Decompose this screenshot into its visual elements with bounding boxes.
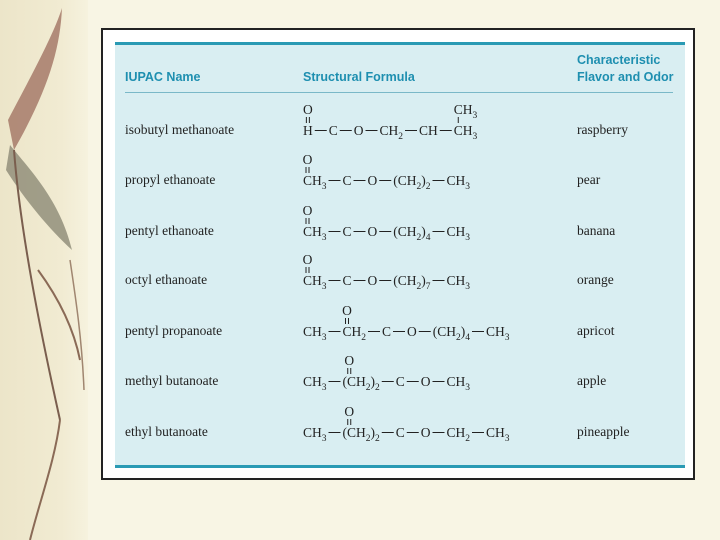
odor-cell: banana: [577, 223, 616, 238]
formula-group: C: [395, 425, 405, 440]
table-row: [115, 201, 685, 251]
formula-drawing: [303, 150, 573, 200]
formula-group: $CH_3$: [446, 224, 471, 243]
formula-drawing: [303, 100, 573, 150]
formula-group: O: [353, 123, 364, 138]
structural-formula-cell: [303, 402, 573, 452]
formula-drawing: [303, 351, 573, 401]
formula-drawing: [303, 250, 573, 300]
formula-substituent: O: [342, 303, 352, 318]
iupac-name-cell: pentyl ethanoate: [125, 223, 214, 238]
table-row: [115, 301, 685, 351]
formula-group: $CH_3$: [303, 425, 327, 444]
formula-group: $(CH_2)_4$: [432, 324, 471, 343]
table-row: [115, 100, 685, 150]
header-characteristic-line1: Characteristic: [577, 53, 661, 67]
formula-group: $(CH_2)_4$: [393, 224, 431, 243]
formula-drawing: [303, 301, 573, 351]
formula-group: O: [367, 224, 378, 239]
formula-group: $CH_2$: [342, 324, 367, 343]
formula-group: O: [420, 374, 431, 389]
odor-cell: raspberry: [577, 122, 628, 137]
table-bottom-rule: [115, 465, 685, 468]
iupac-name-cell: octyl ethanoate: [125, 272, 208, 287]
formula-group: O: [367, 273, 378, 288]
formula-group: $(CH_2)_2$: [342, 425, 380, 444]
formula-group: H: [303, 123, 313, 138]
structural-formula-cell: [303, 201, 573, 251]
formula-group: C: [395, 374, 405, 389]
formula-group: CH: [419, 123, 438, 138]
formula-substituent: O: [302, 152, 313, 167]
formula-group: $(CH_2)_2$: [393, 173, 431, 192]
odor-cell: pear: [577, 172, 601, 187]
formula-substituent: O: [344, 353, 355, 368]
formula-group: C: [342, 173, 352, 188]
formula-group: $CH_3$: [303, 324, 327, 343]
formula-group: O: [367, 173, 378, 188]
structural-formula-cell: [303, 150, 573, 200]
header-iupac-name: IUPAC Name: [125, 70, 201, 84]
table-frame: [101, 28, 695, 480]
formula-group: $(CH_2)_2$: [342, 374, 380, 393]
iupac-name-cell: isobutyl methanoate: [125, 122, 235, 137]
structural-formula-cell: [303, 100, 573, 150]
iupac-name-cell: ethyl butanoate: [125, 424, 208, 439]
formula-group: $CH_3$: [303, 173, 327, 192]
structural-formula-cell: [303, 351, 573, 401]
header-characteristic-line2: Flavor and Odor: [577, 70, 674, 84]
table-row: [115, 150, 685, 200]
formula-group: $CH_3$: [486, 324, 510, 343]
formula-drawing: [303, 201, 573, 251]
formula-group: O: [420, 425, 431, 440]
odor-cell: apricot: [577, 323, 615, 338]
formula-substituent: $CH_3$: [453, 102, 478, 121]
formula-substituent: O: [302, 203, 313, 218]
ester-table: [115, 42, 685, 468]
formula-group: C: [328, 123, 338, 138]
structural-formula-cell: [303, 301, 573, 351]
table-row: [115, 351, 685, 401]
odor-cell: apple: [577, 373, 607, 388]
formula-group: $CH_3$: [303, 374, 327, 393]
leaf-branch-image: [0, 0, 88, 540]
formula-group: $CH_3$: [446, 374, 471, 393]
formula-group: $CH_3$: [446, 173, 471, 192]
formula-group: O: [407, 324, 417, 339]
table-row: [115, 250, 685, 300]
decorative-leaf-strip: [0, 0, 88, 540]
formula-group: C: [342, 273, 352, 288]
structural-formula-cell: [303, 250, 573, 300]
formula-group: C: [342, 224, 352, 239]
formula-group: $CH_3$: [303, 273, 327, 292]
formula-group: $CH_3$: [453, 123, 478, 142]
header-structural-formula: Structural Formula: [303, 70, 415, 84]
formula-group: $(CH_2)_7$: [393, 273, 431, 292]
formula-drawing: [303, 402, 573, 452]
table-top-rule: [115, 42, 685, 45]
formula-group: $CH_3$: [486, 425, 510, 444]
formula-group: $CH_3$: [303, 224, 327, 243]
formula-group: $CH_2$: [446, 425, 471, 444]
formula-group: C: [382, 324, 392, 339]
header-characteristic: [577, 52, 674, 86]
iupac-name-cell: pentyl propanoate: [125, 323, 223, 338]
formula-substituent: O: [303, 102, 313, 117]
formula-substituent: O: [302, 252, 313, 267]
header-divider: [125, 92, 673, 93]
table-row: [115, 402, 685, 452]
formula-group: $CH_3$: [446, 273, 471, 292]
iupac-name-cell: propyl ethanoate: [125, 172, 216, 187]
odor-cell: orange: [577, 272, 614, 287]
formula-substituent: O: [344, 404, 355, 419]
formula-group: $CH_2$: [379, 123, 404, 142]
odor-cell: pineapple: [577, 424, 630, 439]
iupac-name-cell: methyl butanoate: [125, 373, 219, 388]
